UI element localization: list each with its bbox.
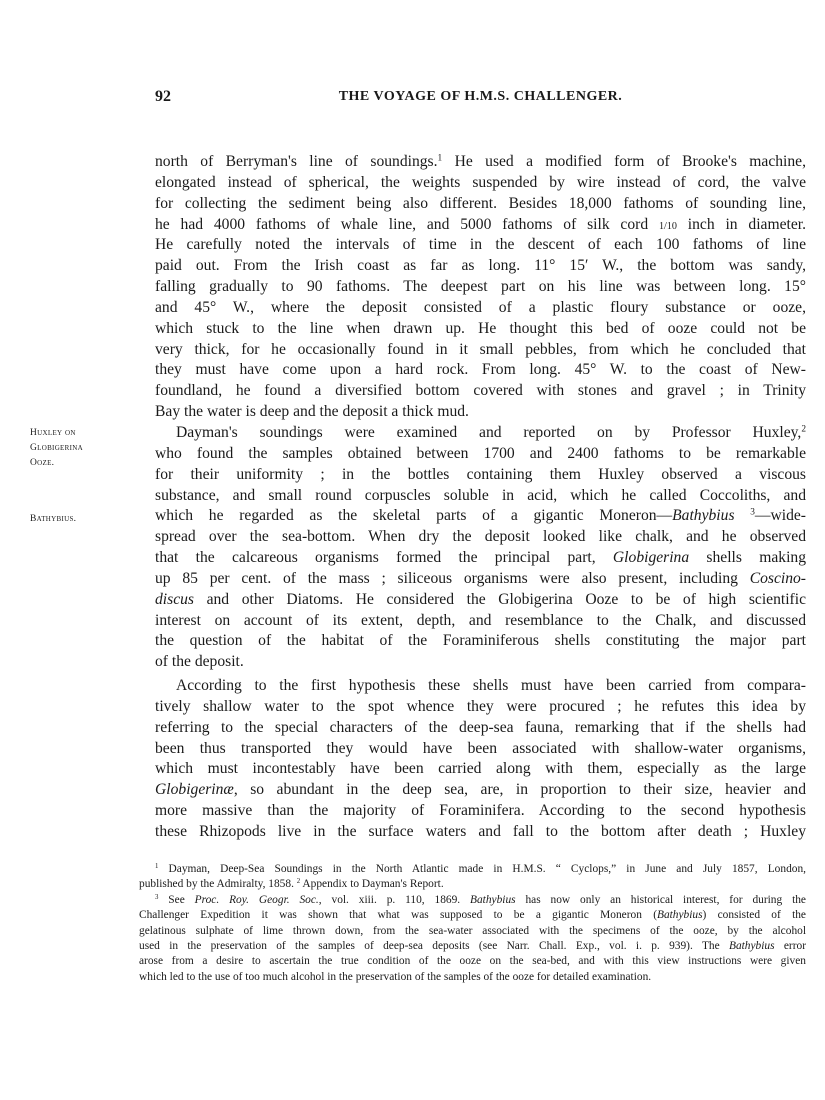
text-run: According to the first hypothesis these shells must have been carried from compara- [176, 677, 806, 695]
italic-text: discus [155, 590, 194, 608]
text-run: referring to the special characters of the deep-sea fauna, remarking that if the shells had [155, 718, 806, 736]
text-run: substance, and small round corpuscles soluble in acid, which he called Coccoliths, and [155, 486, 806, 504]
italic-text: Coscino- [749, 569, 806, 587]
text-run: shells making [689, 549, 807, 567]
text-run: interest on account of its extent, depth, and resemblance to the Chalk, and discussed [155, 611, 806, 629]
footnote-ref[interactable]: 3 [750, 507, 755, 518]
text-run: See [158, 893, 195, 906]
text-run: used in the preservation of the samples of deep-sea deposits (see Narr. Chall. Exp., vol. i. p. 939). The [139, 939, 729, 952]
text-run: —wide- [754, 507, 807, 525]
text-run: tively shallow water to the spot whence they were procured ; he refutes this idea by [155, 697, 806, 715]
text-run: he had 4000 fathoms of whale line, and 5000 fathoms of silk cord [155, 215, 659, 233]
text-line [155, 381, 806, 402]
running-head: THE VOYAGE OF H.M.S. CHALLENGER. [338, 89, 623, 104]
text-line [155, 739, 806, 760]
text-line [139, 908, 806, 923]
text-line [155, 676, 806, 697]
footnote-ref[interactable]: 2 [801, 424, 806, 435]
text-run: Challenger Expedition it was shown that what was supposed to be a gigantic Moneron ( [139, 909, 657, 922]
text-run: He used a modified form of Brooke's machine, [442, 153, 806, 170]
text-line [155, 152, 806, 173]
text-run: inch in diameter. [676, 215, 806, 233]
text-line [155, 423, 806, 444]
text-line [155, 718, 806, 739]
text-line [139, 862, 806, 877]
text-line [155, 256, 806, 277]
text-run: very thick, for he occasionally found in it small pebbles, from which he concluded that [155, 340, 806, 358]
text-run: gelatinous sulphate of lime thrown down, from the sea-water associated with the specimens of the ooze, by the alcohol [139, 924, 806, 937]
text-run: which stuck to the line when drawn up. He thought this bed of ooze could not be [155, 319, 806, 337]
text-run: Bay the water is deep and the deposit a thick mud. [155, 403, 469, 421]
footnote-ref[interactable]: 1 [155, 862, 159, 870]
text-line [155, 527, 806, 548]
text-line [139, 893, 806, 908]
text-run: He carefully noted the intervals of time in the descent of each 100 fathoms of line [155, 236, 806, 254]
text-line [139, 877, 806, 892]
text-line [155, 506, 806, 527]
text-run: up 85 per cent. of the mass ; siliceous organisms were also present, including [155, 569, 750, 587]
text-run: more massive than the majority of Foraminifera. According to the second hypothesis [155, 802, 806, 820]
text-line [155, 822, 806, 843]
text-run: for collecting the sediment being also different. Besides 18,000 fathoms of sounding line, [155, 194, 806, 212]
italic-text: Bathybius [470, 893, 516, 906]
text-run: which led to the use of too much alcohol in the preservation of the samples of the ooze for detailed examination. [139, 970, 652, 983]
text-run: , so abundant in the deep sea, are, in proportion to their size, heavier and [233, 781, 806, 799]
sidenote-line: Huxley on [30, 428, 76, 438]
paragraph [155, 676, 806, 843]
body-text [155, 152, 806, 843]
paragraph [155, 423, 806, 673]
italic-text: Globigerina [612, 549, 690, 567]
text-run: 1/10 [658, 220, 677, 232]
sidenote-line: Globigerina [30, 443, 83, 453]
text-line [155, 319, 806, 340]
text-run: the question of the habitat of the Foraminiferous shells constituting the major part [155, 632, 806, 650]
text-line [155, 652, 806, 673]
text-line [155, 697, 806, 718]
text-line [155, 277, 806, 298]
sidenote-line: Bathybius. [30, 514, 77, 524]
text-run [735, 507, 751, 524]
text-line [155, 759, 806, 780]
text-run: ) consisted of the [702, 909, 806, 922]
text-run: which he regarded as the skeletal parts of a gigantic Moneron— [155, 507, 673, 525]
text-run: which must incontestably have been carried along with them, especially as the large [155, 760, 806, 778]
page-number: 92 [155, 88, 171, 105]
text-run: arose from a desire to ascertain the true condition of the ooze on the sea-bed, and with this view instructions were given [139, 955, 806, 968]
text-run: published by the Admiralty, 1858. [139, 878, 297, 891]
text-run: elongated instead of spherical, the weights suspended by wire instead of cord, the valve [155, 173, 806, 191]
text-run: and 45° W., where the deposit consisted of a plastic floury substance or ooze, [155, 298, 806, 316]
text-line [155, 340, 806, 361]
text-line [155, 215, 806, 236]
text-run: these Rhizopods live in the surface waters and fall to the bottom after death ; Huxley [155, 823, 806, 840]
text-run: who found the samples obtained between 1700 and 2400 fathoms to be remarkable [155, 444, 806, 462]
text-run: north of Berryman's line of soundings. [155, 153, 438, 170]
text-run: of the deposit. [155, 653, 244, 671]
footnotes [139, 862, 806, 985]
text-line [155, 444, 806, 465]
text-run: Dayman, Deep-Sea Soundings in the North Atlantic made in H.M.S. “ Cyclops,” in June and July 1857, London, [158, 863, 806, 875]
text-run: been thus transported they would have been associated with shallow-water organisms, [155, 739, 806, 757]
text-line [155, 173, 806, 194]
text-line [155, 486, 806, 507]
text-line [155, 465, 806, 486]
text-line [155, 402, 806, 423]
text-line [139, 924, 806, 939]
text-line [155, 298, 806, 319]
footnote [139, 862, 806, 893]
text-line [155, 569, 806, 590]
text-run: they must have come upon a hard rock. From long. 45° W. to the coast of New- [155, 361, 806, 379]
sidenote-line: Ooze. [30, 458, 55, 468]
text-run: for their uniformity ; in the bottles containing them Huxley observed a viscous [155, 465, 806, 483]
text-run: , vol. xiii. p. 110, 1869. [318, 893, 471, 906]
sidenote-bathybius [30, 512, 76, 527]
text-run: has now only an historical interest, for during the [515, 893, 806, 906]
text-line [155, 801, 806, 822]
text-run: Appendix to Dayman's Report. [300, 878, 444, 891]
sidenote-huxley [30, 426, 83, 471]
text-line [139, 970, 806, 985]
text-line [139, 939, 806, 954]
text-line [155, 360, 806, 381]
text-line [155, 611, 806, 632]
text-line [155, 590, 806, 611]
footnote [139, 893, 806, 985]
text-line [155, 631, 806, 652]
text-run: spread over the sea-bottom. When dry the deposit looked like chalk, and he observed [155, 528, 806, 546]
text-line [155, 780, 806, 801]
italic-text: Bathybius [656, 909, 703, 922]
text-run: error [774, 939, 806, 952]
italic-text: Bathybius [728, 939, 775, 952]
text-line [139, 954, 806, 969]
text-run: foundland, he found a diversified bottom covered with stones and gravel ; in Trinity [155, 382, 806, 400]
text-line [155, 235, 806, 256]
text-run: and other Diatoms. He considered the Globigerina Ooze to be of high scientific [193, 590, 806, 608]
text-run: falling gradually to 90 fathoms. The deepest part on his line was between long. 15° [155, 278, 806, 296]
italic-text: Globigerinæ [155, 781, 234, 799]
text-run: Dayman's soundings were examined and reported on by Professor Huxley, [176, 423, 802, 441]
paragraph [155, 152, 806, 423]
italic-text: Bathybius [672, 507, 735, 525]
italic-text: Proc. Roy. Geogr. Soc. [194, 893, 319, 906]
page-header [155, 88, 806, 108]
text-run: that the calcareous organisms formed the principal part, [155, 549, 613, 567]
text-line [155, 548, 806, 569]
text-line [155, 194, 806, 215]
footnote-ref[interactable]: 3 [155, 893, 159, 901]
text-run: paid out. From the Irish coast as far as long. 11° 15′ W., the bottom was sandy, [155, 257, 806, 275]
footnote-ref[interactable]: 2 [296, 878, 301, 886]
footnote-ref[interactable]: 1 [437, 153, 443, 164]
